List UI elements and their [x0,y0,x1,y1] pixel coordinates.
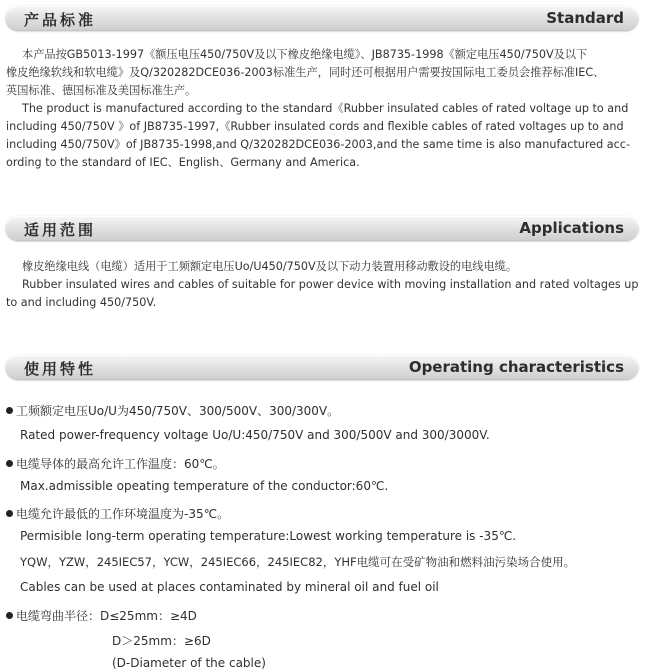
bullet-voltage-en: Rated power-frequency voltage Uo/U:450/750V and 300/500V and 300/3000V. [20,428,490,442]
bullet-icon [6,407,13,414]
bullet-icon [6,460,13,467]
section-header-operating [6,355,638,379]
section-header-applications [6,216,638,240]
applications-en-line2: to and including 450/750V. [6,296,157,309]
section-title-en: Applications [519,219,624,237]
standard-cn-line2: 橡皮绝缘软线和软电缆》及Q/320282DCE036-2003标准生产，同时还可根据用户需要按国际电工委员会推荐标准IEC、 [6,66,605,79]
bullet-item-voltage: 工频额定电压Uo/U为450/750V、300/500V、300/300V。 [6,402,339,419]
section-title-cn: 产品标准 [24,11,97,29]
standard-en-line4: ording to the standard of IEC、English、Germany and America. [6,156,360,169]
bullet-icon [6,510,13,517]
standard-en-line2: including 450/750V 》of JB8735-1997,《Rubber insulated cords and flexible cables of rated voltages up to and [6,120,624,133]
cable-types-en: Cables can be used at places contaminated by mineral oil and fuel oil [20,580,439,594]
section-title-en: Operating characteristics [408,358,624,376]
bullet-max-temp-en: Max.admissible opeating temperature of the conductor:60℃. [20,479,389,493]
section-header-standard [6,6,638,30]
bullet-item-max-temp: 电缆导体的最高允许工作温度：60℃。 [6,455,225,472]
bullet-item-min-temp: 电缆允许最低的工作环境温度为-35℃。 [6,505,229,522]
standard-en-line1: The product is manufactured according to the standard《Rubber insulated cables of rated voltage up to and [22,102,629,115]
standard-en-line3: including 450/750V》of JB8735-1998,and Q/320282DCE036-2003,and the same time is also manufactured acc- [6,138,630,151]
cable-types-cn: YQW，YZW，245IEC57，YCW，245IEC66，245IEC82，YHF电缆可在受矿物油和燃料油污染场合使用。 [20,555,576,569]
standard-cn-line3: 英国标准、德国标准及美国标准生产。 [6,84,197,97]
section-title-cn: 使用特性 [24,360,97,378]
bend-radius-line3: (D-Diameter of the cable) [112,656,266,670]
applications-cn-line1: 橡皮绝缘电线（电缆）适用于工频额定电压Uo/U450/750V及以下动力装置用移动敷设的电线电缆。 [22,260,518,273]
bend-radius-line2: D＞25mm：≥6D [112,634,211,648]
standard-cn-line1: 本产品按GB5013-1997《额压电压450/750V及以下橡皮绝缘电缆》、JB8735-1998《额定电压450/750V及以下 [22,48,588,61]
bullet-min-temp-en: Permisible long-term operating temperature:Lowest working temperature is -35℃. [20,529,517,543]
bullet-icon [6,612,13,619]
bullet-item-bend-radius: 电缆弯曲半径：D≤25mm：≥4D [6,607,197,624]
section-title-en: Standard [546,9,624,27]
applications-en-line1: Rubber insulated wires and cables of suitable for power device with moving installation and rated voltages up [22,278,639,291]
section-title-cn: 适用范围 [24,221,97,239]
